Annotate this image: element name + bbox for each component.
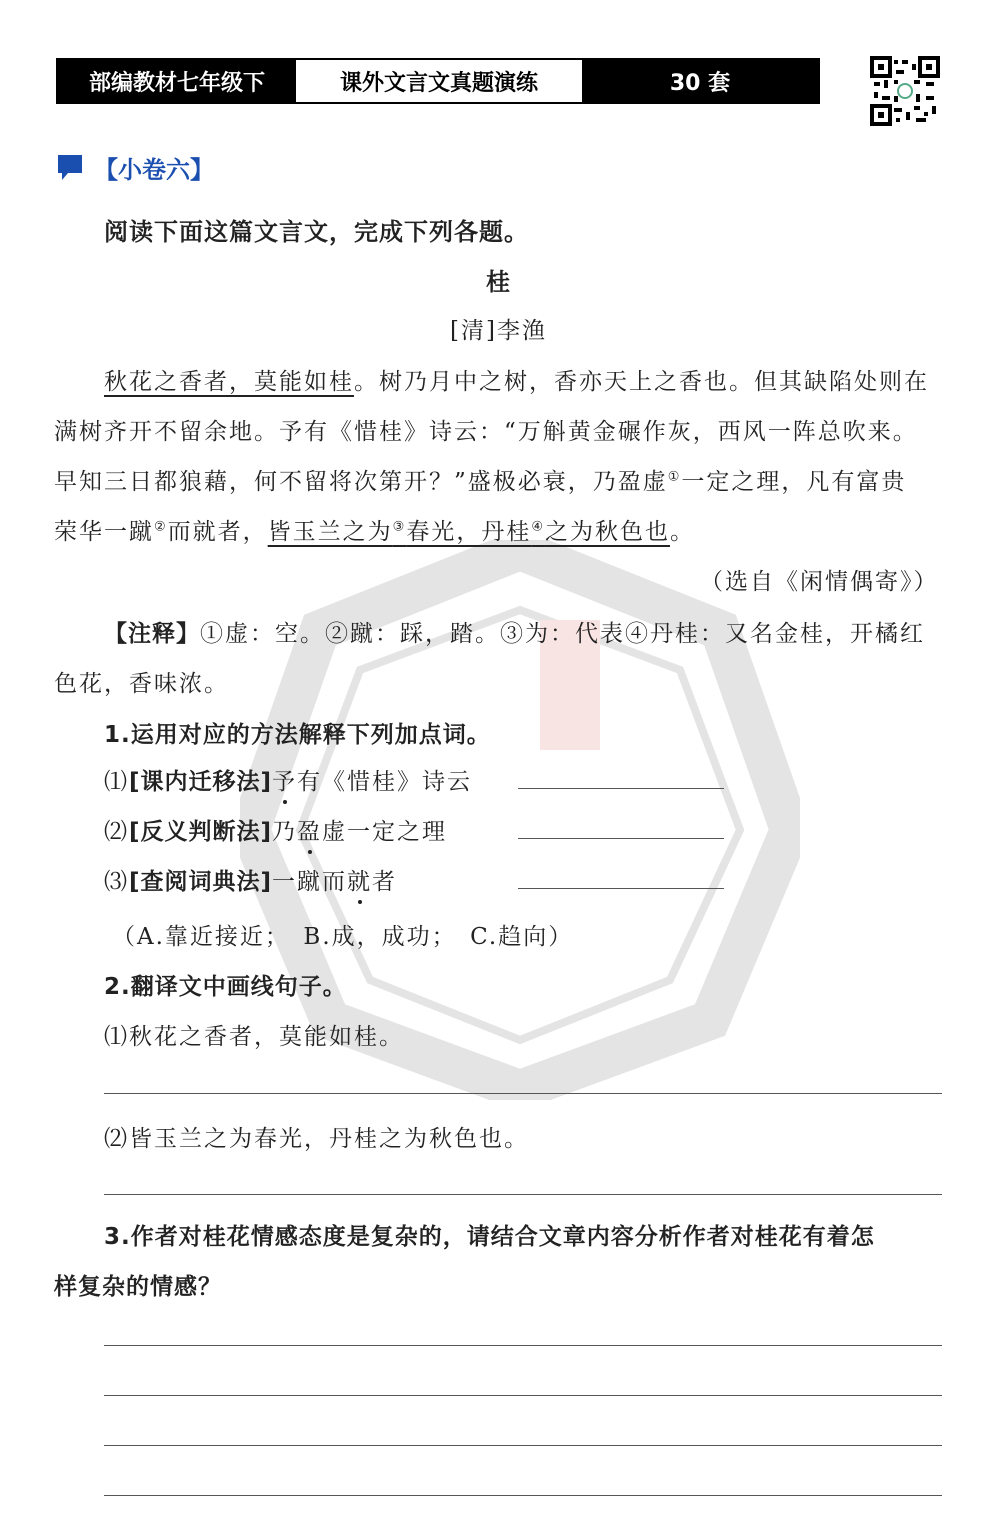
passage-line-1: 秋花之香者，莫能如桂。树乃月中之树，香亦天上之香也。但其缺陷处则在 [104,369,929,395]
passage-line-2: 满树齐开不留余地。予有《惜桂》诗云：“万斛黄金碾作灰，西风一阵总吹来。 [54,419,918,445]
underlined-sentence-1: 秋花之香者，莫能如桂 [104,369,354,395]
q2-answer-line-1[interactable] [104,1093,942,1094]
q1-item-1: ⑴[课内迁移法]予有《惜桂》诗云 [104,763,472,796]
section-label: 【小卷六】 [94,156,214,184]
passage-source: （选自《闲情偶寄》） [700,569,939,595]
q2-title: 2.翻译文中画线句子。 [104,974,347,1000]
q2-sentence-2: ⑵皆玉兰之为春光，丹桂之为秋色也。 [104,1126,529,1152]
q3-line-2: 样复杂的情感？ [54,1274,222,1300]
q1-options: （A.靠近接近； B.成，成功； C.趋向） [112,924,574,950]
passage-line-4: 荣华一蹴②而就者，皆玉兰之为③春光，丹桂④之为秋色也。 [54,519,695,545]
q3-answer-line-3[interactable] [104,1445,942,1446]
q3-answer-line-2[interactable] [104,1395,942,1396]
header-grade: 部编教材七年级下 [58,60,296,102]
q3-answer-line-1[interactable] [104,1345,942,1346]
notes-line-2: 色花，香味浓。 [54,671,229,697]
header-subject: 课外文言文真题演练 [296,60,582,102]
header-sets: 30 套 [582,60,818,102]
article-title: 桂 [486,268,511,296]
q1-answer-line-1[interactable] [518,788,724,789]
underlined-sentence-2: 皆玉兰之为③春光，丹桂④之为秋色也 [267,519,670,545]
q1-answer-line-2[interactable] [518,838,724,839]
q3-line-1: 3.作者对桂花情感态度是复杂的，请结合文章内容分析作者对桂花有着怎 [104,1224,875,1250]
q1-item-3: ⑶[查阅词典法]一蹴而就者 [104,863,397,896]
q3-answer-line-4[interactable] [104,1495,942,1496]
qr-code-icon [870,56,940,126]
q1-title: 1.运用对应的方法解释下列加点词。 [104,722,491,748]
q2-sentence-1: ⑴秋花之香者，莫能如桂。 [104,1024,404,1050]
q2-answer-line-2[interactable] [104,1194,942,1195]
article-author: [清]李渔 [450,318,547,344]
instruction: 阅读下面这篇文言文，完成下列各题。 [104,218,529,246]
header-bar [56,58,820,104]
bookmark-icon [56,153,88,183]
q1-answer-line-3[interactable] [518,888,724,889]
passage-line-3: 早知三日都狼藉，何不留将次第开？”盛极必衰，乃盈虚①一定之理，凡有富贵 [54,469,907,495]
notes-line-1: 【注释】①虚：空。②蹴：踩，踏。③为：代表④丹桂：又名金桂，开橘红 [104,621,925,647]
q1-item-2: ⑵[反义判断法]乃盈虚一定之理 [104,813,447,846]
section-tag [56,150,214,185]
